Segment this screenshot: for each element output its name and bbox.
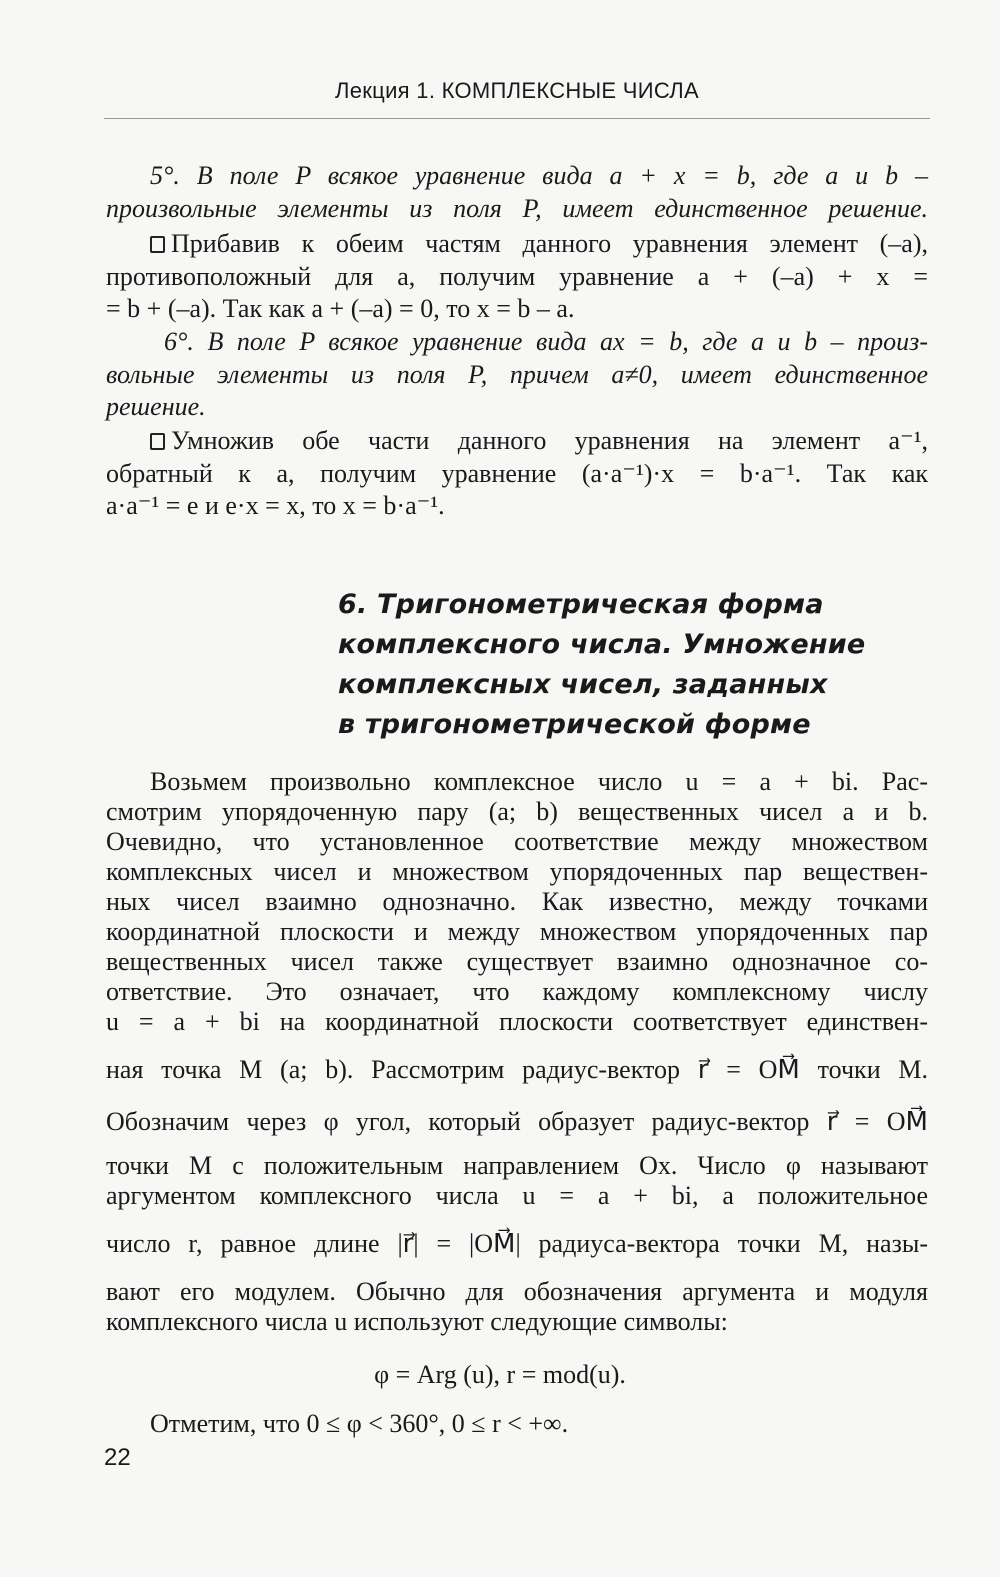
section-title-line: в тригонометрической форме bbox=[338, 709, 811, 740]
proof-5-line: Прибавив к обеим частям данного уравнения элемент (–a), bbox=[106, 228, 928, 261]
body-line: координатной плоскости и между множеством упорядоченных пар bbox=[106, 917, 928, 946]
body-line: точки M с положительным направлением Ox. Число φ называют bbox=[106, 1151, 928, 1180]
section-title-line: 6. Тригонометрическая форма bbox=[338, 589, 824, 620]
body-line: ответствие. Это означает, что каждому комплексному числу bbox=[106, 977, 928, 1006]
section-title-line: комплексного числа. Умножение bbox=[338, 629, 866, 660]
body-line: вещественных чисел также существует взаимно однозначное со- bbox=[106, 947, 928, 976]
proof-box-icon bbox=[150, 236, 165, 253]
running-header: Лекция 1. КОМПЛЕКСНЫЕ ЧИСЛА bbox=[334, 78, 700, 103]
proof-box-icon bbox=[150, 433, 165, 450]
property-5-line: 5°. В поле P всякое уравнение вида a + x = b, где a и b – bbox=[150, 161, 928, 190]
property-6 bbox=[106, 326, 928, 424]
body-line: комплексного числа u используют следующие символы: bbox=[106, 1307, 728, 1336]
property-6-line: решение. bbox=[106, 392, 206, 421]
body-line: Возьмем произвольно комплексное число u = a + bi. Рас- bbox=[150, 767, 928, 796]
remark-line: Отметим, что 0 ≤ φ < 360°, 0 ≤ r < +∞. bbox=[150, 1409, 569, 1438]
body-paragraph-1 bbox=[106, 767, 928, 1337]
proof-5-line: противоположный для a, получим уравнение a + (–a) + x = bbox=[106, 261, 928, 291]
body-line: число r, равное длине |r⃗| = |OM⃗| радиуса-вектора точки M, назы- bbox=[106, 1229, 928, 1258]
section-title bbox=[338, 585, 938, 745]
proof-5 bbox=[106, 228, 928, 326]
property-6-line: вольные элементы из поля P, причем a≠0, имеет единственное bbox=[106, 359, 928, 389]
property-5-line: произвольные элементы из поля P, имеет единственное решение. bbox=[106, 193, 928, 223]
proof-6-line: a·a⁻¹ = e и e·x = x, то x = b·a⁻¹. bbox=[106, 491, 445, 520]
body-line: ных чисел взаимно однозначно. Как известно, между точками bbox=[106, 887, 928, 916]
body-line: аргументом комплексного числа u = a + bi, а положительное bbox=[106, 1181, 928, 1210]
body-line: ная точка M (a; b). Рассмотрим радиус-вектор r⃗ = OM⃗ точки M. bbox=[106, 1055, 928, 1084]
body-line: смотрим упорядоченную пару (a; b) вещественных чисел a и b. bbox=[106, 797, 928, 826]
proof-6 bbox=[106, 425, 928, 523]
body-line: u = a + bi на координатной плоскости соответствует единствен- bbox=[106, 1007, 928, 1036]
property-6-line: 6°. В поле P всякое уравнение вида ax = b, где a и b – произ- bbox=[164, 327, 928, 356]
proof-6-line: Умножив обе части данного уравнения на элемент a⁻¹, bbox=[106, 425, 928, 458]
formula-arg-mod: φ = Arg (u), r = mod(u). bbox=[374, 1360, 626, 1389]
body-line: вают его модулем. Обычно для обозначения аргумента и модуля bbox=[106, 1277, 928, 1306]
body-line: Очевидно, что установленное соответствие между множеством bbox=[106, 827, 928, 856]
section-title-line: комплексных чисел, заданных bbox=[338, 669, 828, 700]
proof-5-line: = b + (–a). Так как a + (–a) = 0, то x = b – a. bbox=[106, 294, 575, 323]
header-rule bbox=[104, 118, 930, 119]
page-number: 22 bbox=[104, 1444, 131, 1471]
body-line: Обозначим через φ угол, который образует радиус-вектор r⃗ = OM⃗ bbox=[106, 1107, 928, 1136]
property-5 bbox=[106, 160, 928, 225]
body-line: комплексных чисел и множеством упорядоченных пар веществен- bbox=[106, 857, 928, 886]
proof-6-line: обратный к a, получим уравнение (a·a⁻¹)·x = b·a⁻¹. Так как bbox=[106, 458, 928, 488]
